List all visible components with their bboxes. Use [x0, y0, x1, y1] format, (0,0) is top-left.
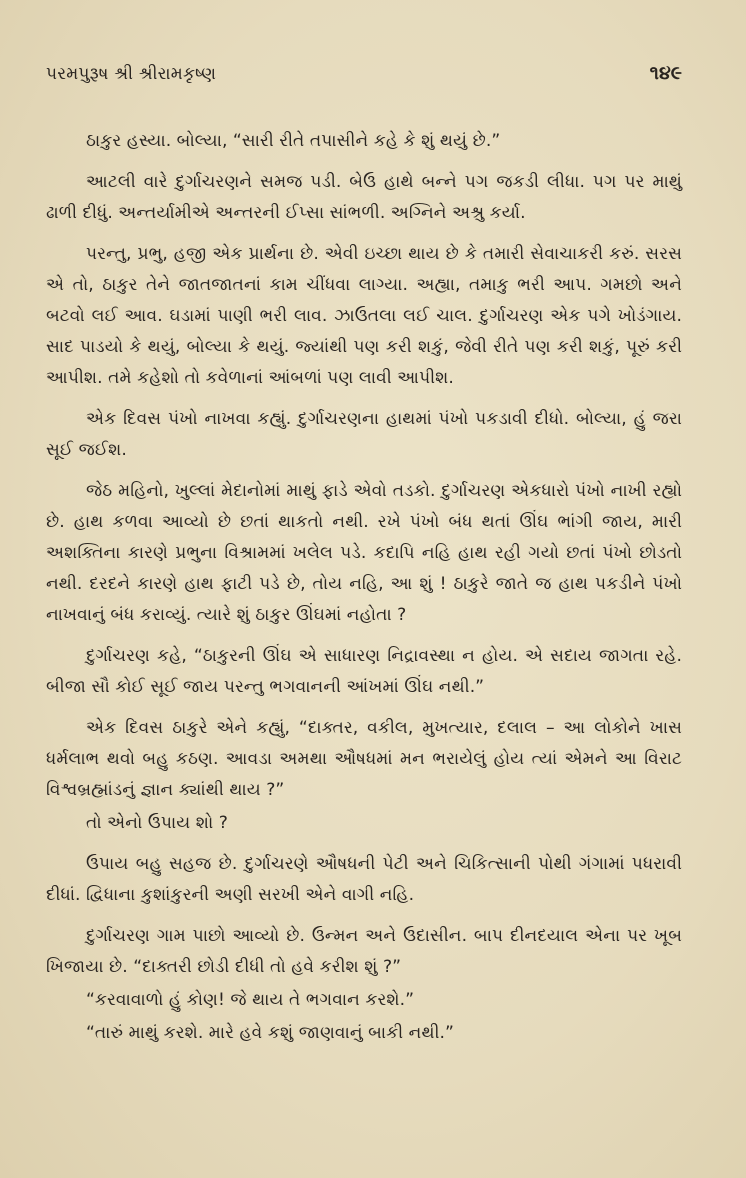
paragraph: તો એનો ઉપાય શો ? [86, 813, 228, 833]
paragraph: દુર્ગાચરણ ગામ પાછો આવ્યો છે. ઉન્મન અને ઉદાસીન. બાપ દીનદયાલ એના પર ખૂબ ખિજાયા છે. “દાક્તરી છોડી દીધી તો હવે કરીશ શું ?” [46, 926, 682, 977]
running-head: પરમપુરૂષ શ્રી શ્રીરામકૃષ્ણ [46, 64, 217, 84]
paragraph: એક દિવસ પંખો નાખવા કહ્યું. દુર્ગાચરણના હાથમાં પંખો પકડાવી દીધો. બોલ્યા, હું જરા સૂઈ જઈશ. [46, 409, 682, 460]
paragraph: દુર્ગાચરણ કહે, “ઠાકુરની ઊંઘ એ સાધારણ નિદ્રાવસ્થા ન હોય. એ સદાય જાગતા રહે. બીજા સૌ કોઈ સૂઈ જાય પરન્તુ ભગવાનની આંખમાં ઊંઘ નથી.” [46, 646, 682, 697]
paragraph: ઉપાય બહુ સહજ છે. દુર્ગાચરણે ઔષધની પેટી અને ચિકિત્સાની પોથી ગંગામાં પધરાવી દીધાં. દ્વિધાના કુશાંકુરની અણી સરખી એને વાગી નહિ. [46, 854, 682, 905]
paragraph: એક દિવસ ઠાકુરે એને કહ્યું, “દાક્તર, વકીલ, મુખત્યાર, દલાલ – આ લોકોને ખાસ ધર્મલાભ થવો બહુ કઠણ. આવડા અમથા ઔષધમાં મન ભરાયેલું હોય ત્યાં એમને આ વિરાટ વિશ્વબ્રહ્માંડનું જ્ઞાન ક્યાંથી થાય ?” [46, 718, 682, 800]
page-number: ૧૪૯ [649, 62, 682, 84]
paragraph: જેઠ મહિનો, ખુલ્લાં મેદાનોમાં માથું ફાડે એવો તડકો. દુર્ગાચરણ એકધારો પંખો નાખી રહ્યો છે. હાથ કળવા આવ્યો છે છતાં થાકતો નથી. રખે પંખો બંધ થતાં ઊંઘ ભાંગી જાય, મારી અશક્તિના કારણે પ્રભુના વિશ્રામમાં ખલેલ પડે. કદાપિ નહિ હાથ રહી ગયો છતાં પંખો છોડતો નથી. દરદને કારણે હાથ ફાટી પડે છે, તોય નહિ, આ શું ! ઠાકુરે જાતે જ હાથ પકડીને પંખો નાખવાનું બંધ કરાવ્યું. ત્યારે શું ઠાકુર ઊંઘમાં નહોતા ? [46, 481, 682, 625]
body-text [46, 126, 682, 1049]
paragraph: આટલી વારે દુર્ગાચરણને સમજ પડી. બેઉ હાથે બન્ને પગ જકડી લીધા. પગ પર માથું ઢાળી દીધું. અન્તર્યામીએ અન્તરની ઈપ્સા સાંભળી. અગ્નિને અશ્રુ કર્યા. [46, 172, 682, 223]
paragraph: ઠાકુર હસ્યા. બોલ્યા, “સારી રીતે તપાસીને કહે કે શું થયું છે.” [86, 131, 501, 151]
paragraph: “તારું માથું કરશે. મારે હવે કશું જાણવાનું બાકી નથી.” [86, 1023, 454, 1043]
page-header [46, 62, 682, 84]
paragraph: “કરવાવાળો હું કોણ! જે થાય તે ભગવાન કરશે.” [86, 990, 415, 1010]
paragraph: પરન્તુ, પ્રભુ, હજી એક પ્રાર્થના છે. એવી ઇચ્છા થાય છે કે તમારી સેવાચાકરી કરું. સરસ એ તો, ઠાકુર તેને જાતજાતનાં કામ ચીંધવા લાગ્યા. અહ્યા, તમાકુ ભરી આપ. ગમછો અને બટવો લઈ આવ. ઘડામાં પાણી ભરી લાવ. ઝાઉતલા લઈ ચાલ. દુર્ગાચરણ એક પગે ખોડંગાય. સાદ પાડયો કે થયું, બોલ્યા કે થયું. જ્યાંથી પણ કરી શકું, જેવી રીતે પણ કરી શકું, પૂરું કરી આપીશ. તમે કહેશો તો કવેળાનાં આંબળાં પણ લાવી આપીશ. [46, 244, 682, 388]
